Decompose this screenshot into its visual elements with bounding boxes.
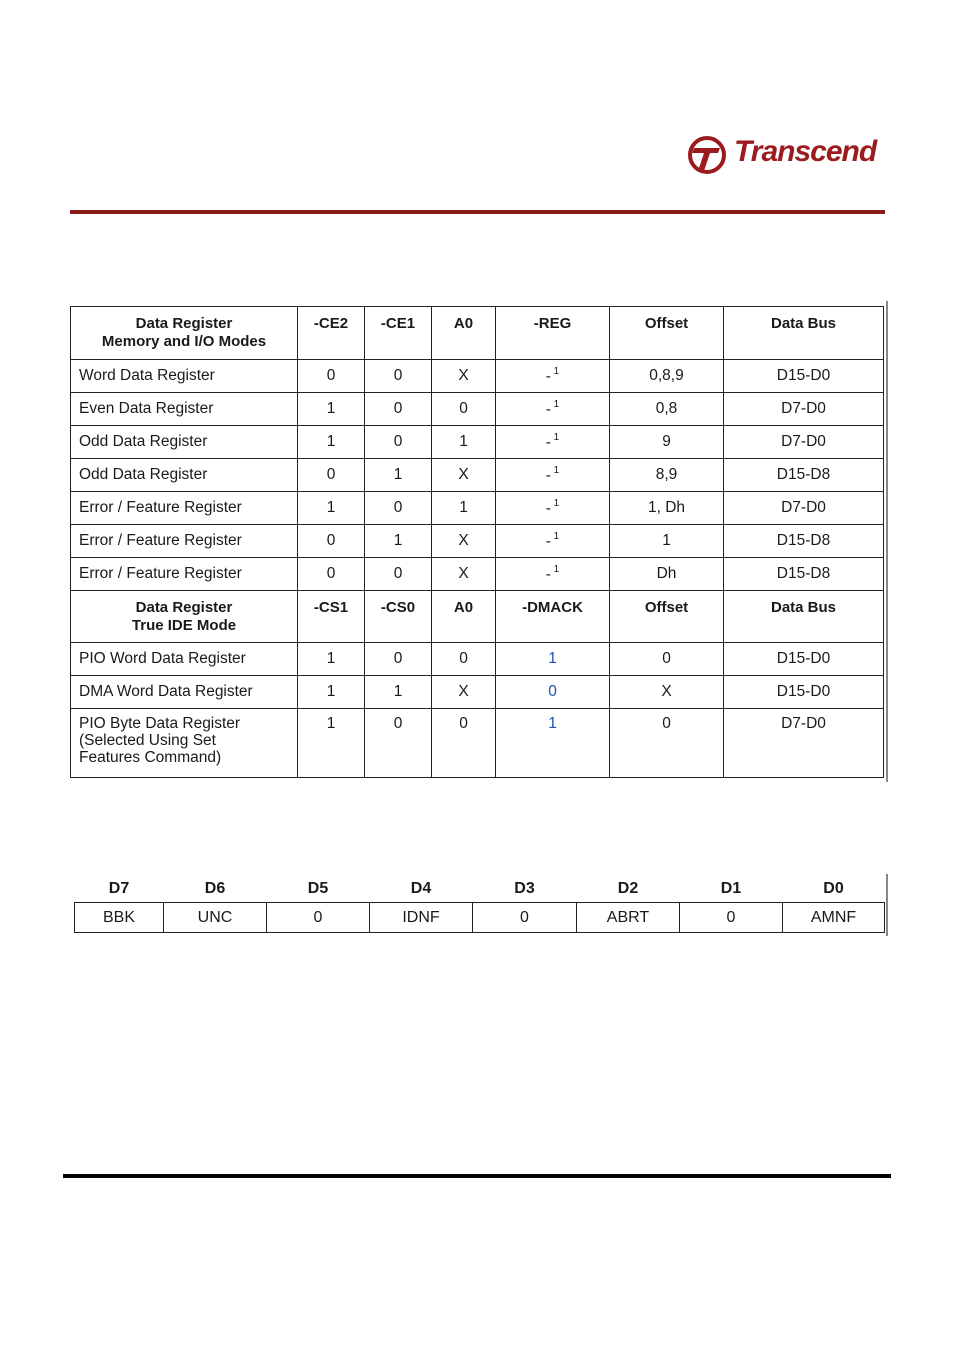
table-cell: D15-D8 [724,558,884,591]
column-header: -CE1 [365,307,432,360]
table-cell: 1 [298,676,365,709]
table-cell: 0 [496,676,610,709]
table-cell: 0 [365,558,432,591]
column-header: -CE2 [298,307,365,360]
column-header: Data Register Memory and I/O Modes [71,307,298,360]
table-cell: 1 [365,525,432,558]
bit-value-cell: UNC [164,903,267,933]
column-header: Data Bus [724,307,884,360]
table-cell: 1 [496,709,610,778]
table-cell: D15-D0 [724,643,884,676]
column-header: Data Bus [724,591,884,643]
register-name-cell: Odd Data Register [71,426,298,459]
table-row [71,558,884,591]
bit-header: D5 [307,880,329,897]
table-cell: 0,8,9 [610,360,724,393]
table-cell: D15-D0 [724,676,884,709]
table-cell: 1 [298,426,365,459]
table-cell: D15-D8 [724,525,884,558]
table-cell: 0 [432,643,496,676]
footnote-mark: 1 [550,531,560,542]
table-cell: 1 [298,643,365,676]
table-cell: - $^1$ [496,558,610,591]
bit-header: D6 [204,880,226,897]
table-cell: D7-D0 [724,709,884,778]
table-cell: 0 [365,393,432,426]
column-header: Data Register True IDE Mode [71,591,298,643]
table-header-row [71,591,884,643]
table-cell: 0 [298,360,365,393]
brand-name: Transcend [734,135,877,168]
table-cell: 0,8 [610,393,724,426]
table-header-row [71,307,884,360]
column-header: A0 [432,591,496,643]
table-row [71,393,884,426]
register-name-cell: Odd Data Register [71,459,298,492]
register-name-cell: DMA Word Data Register [71,676,298,709]
table-cell: - $^1$ [496,426,610,459]
footnote-mark: 1 [550,498,560,509]
table-cell: - $^1$ [496,393,610,426]
bit-header: D3 [514,880,535,897]
table-cell: 0 [610,709,724,778]
column-header: A0 [432,307,496,360]
bit-value-cell: ABRT [577,903,680,933]
register-name-cell: Word Data Register [71,360,298,393]
register-name-cell: Error / Feature Register [71,492,298,525]
table-cell: 1 [365,459,432,492]
footnote-mark: 1 [550,432,560,443]
table-row [71,709,884,778]
register-name-cell: Even Data Register [71,393,298,426]
table-row [71,426,884,459]
column-header: -CS0 [365,591,432,643]
table-cell: - $^1$ [496,459,610,492]
transcend-logo [686,133,886,177]
table-cell: D15-D8 [724,459,884,492]
table-row [71,360,884,393]
table-cell: 1 [298,492,365,525]
bit-value-cell: IDNF [370,903,473,933]
bit-header: D1 [720,880,742,897]
table-cell: 0 [432,709,496,778]
bit-value-cell: AMNF [783,903,885,933]
bit-header: D4 [410,880,432,897]
table-cell: X [432,558,496,591]
table-row [71,643,884,676]
table-cell: D7-D0 [724,492,884,525]
table-cell: 0 [365,709,432,778]
table-row [71,525,884,558]
bit-value-cell: 0 [267,903,370,933]
bit-header: D7 [108,880,130,897]
register-name-cell: PIO Byte Data Register (Selected Using Set Features Command) [71,709,298,778]
table-cell: 0 [298,558,365,591]
table-cell: 0 [298,525,365,558]
bit-value-cell: BBK [75,903,164,933]
column-header: Offset [610,591,724,643]
column-header: -CS1 [298,591,365,643]
table-cell: X [610,676,724,709]
table-cell: 0 [298,459,365,492]
table-cell: X [432,360,496,393]
table-side-rule [886,874,888,936]
table-cell: 1 [432,426,496,459]
bit-header: D2 [617,880,639,897]
footnote-mark: 1 [550,465,560,476]
table-cell: - $^1$ [496,360,610,393]
register-name-cell: Error / Feature Register [71,525,298,558]
transcend-logo-icon [686,133,730,177]
table-cell: - $^1$ [496,525,610,558]
table-cell: 1 [432,492,496,525]
table-cell: 0 [365,492,432,525]
column-header: -DMACK [496,591,610,643]
table-cell: X [432,525,496,558]
column-header: Offset [610,307,724,360]
table-cell: X [432,459,496,492]
footnote-mark: 1 [550,366,560,377]
table-cell: 0 [365,426,432,459]
bit-value-cell: 0 [680,903,783,933]
table-cell: D15-D0 [724,360,884,393]
table-cell: Dh [610,558,724,591]
data-register-table [70,306,884,778]
table-row [71,492,884,525]
table-cell: 1 [365,676,432,709]
register-name-cell: PIO Word Data Register [71,643,298,676]
table-cell: 0 [365,360,432,393]
table-cell: X [432,676,496,709]
error-register-table [74,876,885,933]
table-row [71,459,884,492]
table-cell: 1 [298,709,365,778]
table-row [71,676,884,709]
bit-header-row [75,876,885,903]
table-cell: 0 [432,393,496,426]
table-cell: 1, Dh [610,492,724,525]
bit-value-row [75,903,885,933]
footer-rule [63,1174,891,1178]
column-header: -REG [496,307,610,360]
table-side-rule [886,301,888,782]
table-cell: 1 [298,393,365,426]
table-cell: 9 [610,426,724,459]
footnote-mark: 1 [550,399,560,410]
table-cell: D7-D0 [724,426,884,459]
bit-value-cell: 0 [473,903,577,933]
header-rule [70,210,885,214]
footnote-mark: 1 [550,564,560,575]
register-name-cell: Error / Feature Register [71,558,298,591]
table-cell: D7-D0 [724,393,884,426]
table-cell: 0 [610,643,724,676]
table-cell: 1 [610,525,724,558]
table-cell: 1 [496,643,610,676]
table-cell: 8,9 [610,459,724,492]
table-cell: - $^1$ [496,492,610,525]
bit-header: D0 [823,880,844,897]
table-cell: 0 [365,643,432,676]
